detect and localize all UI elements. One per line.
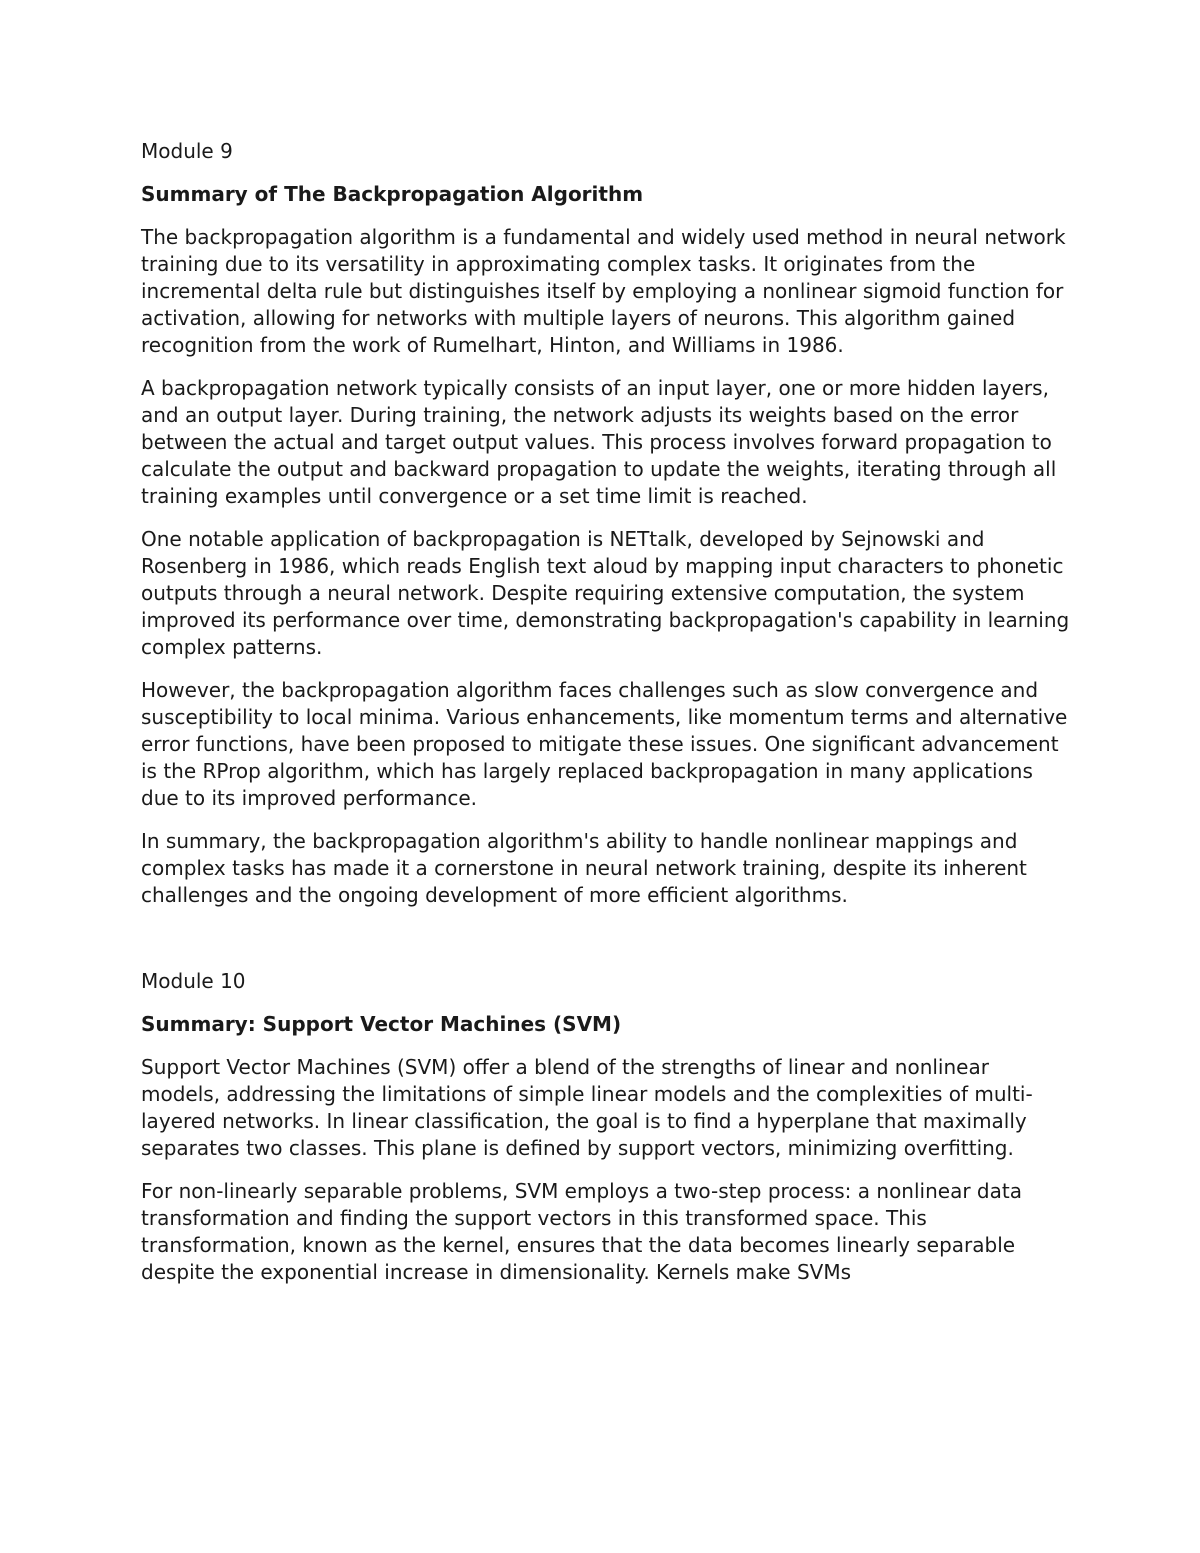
section-module-10 [141, 968, 1071, 1286]
section-title: Summary: Support Vector Machines (SVM) [141, 1012, 622, 1036]
paragraph: For non-linearly separable problems, SVM employs a two-step process: a nonlinear data transformation and finding the support vectors in this transformed space. This transformation, known as the kernel, ensures that the data becomes linearly separable despite the exponential increase in dimensionality. Kernels make SVMs [141, 1179, 1022, 1284]
module-label: Module 9 [141, 139, 233, 163]
section-title: Summary of The Backpropagation Algorithm [141, 182, 644, 206]
paragraph: However, the backpropagation algorithm faces challenges such as slow convergence and susceptibility to local minima. Various enhancements, like momentum terms and alternative error functions, have been proposed to mitigate these issues. One significant advancement is the RProp algorithm, which has largely replaced backpropagation in many applications due to its improved performance. [141, 678, 1068, 810]
paragraph: A backpropagation network typically consists of an input layer, one or more hidden layers, and an output layer. During training, the network adjusts its weights based on the error between the actual and target output values. This process involves forward propagation to calculate the output and backward propagation to update the weights, iterating through all training examples until convergence or a set time limit is reached. [141, 376, 1057, 508]
document-page [141, 138, 1071, 1302]
section-module-9 [141, 138, 1071, 909]
section-spacer [141, 925, 1071, 968]
module-label: Module 10 [141, 969, 246, 993]
paragraph: The backpropagation algorithm is a fundamental and widely used method in neural network training due to its versatility in approximating complex tasks. It originates from the incremental delta rule but distinguishes itself by employing a nonlinear sigmoid function for activation, allowing for networks with multiple layers of neurons. This algorithm gained recognition from the work of Rumelhart, Hinton, and Williams in 1986. [141, 225, 1066, 357]
paragraph: In summary, the backpropagation algorithm's ability to handle nonlinear mappings and complex tasks has made it a cornerstone in neural network training, despite its inherent challenges and the ongoing development of more efficient algorithms. [141, 829, 1027, 907]
paragraph: One notable application of backpropagation is NETtalk, developed by Sejnowski and Rosenberg in 1986, which reads English text aloud by mapping input characters to phonetic outputs through a neural network. Despite requiring extensive computation, the system improved its performance over time, demonstrating backpropagation's capability in learning complex patterns. [141, 527, 1070, 659]
paragraph: Support Vector Machines (SVM) offer a blend of the strengths of linear and nonlinear models, addressing the limitations of simple linear models and the complexities of multi-layered networks. In linear classification, the goal is to find a hyperplane that maximally separates two classes. This plane is defined by support vectors, minimizing overfitting. [141, 1055, 1033, 1160]
